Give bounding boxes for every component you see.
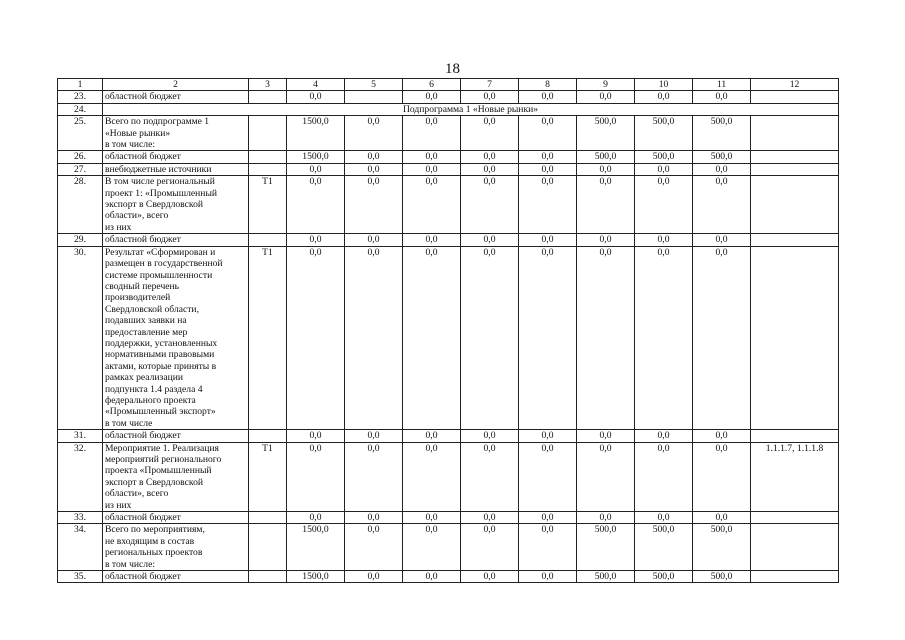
source-code <box>249 512 287 524</box>
value-cell: 0,0 <box>635 430 693 442</box>
row-name: областной бюджет <box>103 571 249 583</box>
row-number: 35. <box>58 571 103 583</box>
value-cell: 0,0 <box>403 176 461 234</box>
value-cell: 0,0 <box>577 246 635 430</box>
value-cell: 1500,0 <box>287 524 345 571</box>
source-code: Т1 <box>249 246 287 430</box>
value-cell: 0,0 <box>693 442 751 511</box>
value-cell: 500,0 <box>693 571 751 583</box>
value-cell: 0,0 <box>403 91 461 103</box>
value-cell: 0,0 <box>345 176 403 234</box>
value-cell: 0,0 <box>519 571 577 583</box>
row-number: 24. <box>58 103 103 115</box>
row-name: внебюджетные источники <box>103 163 249 175</box>
target-reference <box>751 571 839 583</box>
column-header: 10 <box>635 79 693 91</box>
target-reference <box>751 116 839 151</box>
value-cell: 0,0 <box>635 163 693 175</box>
value-cell: 0,0 <box>461 430 519 442</box>
table-row <box>58 524 839 571</box>
value-cell: 0,0 <box>287 91 345 103</box>
column-header: 11 <box>693 79 751 91</box>
value-cell: 0,0 <box>345 571 403 583</box>
value-cell: 0,0 <box>519 512 577 524</box>
value-cell: 0,0 <box>461 151 519 163</box>
column-header: 12 <box>751 79 839 91</box>
value-cell: 0,0 <box>287 442 345 511</box>
table-row <box>58 234 839 246</box>
value-cell: 0,0 <box>403 151 461 163</box>
table-row <box>58 176 839 234</box>
value-cell: 500,0 <box>635 116 693 151</box>
value-cell: 0,0 <box>519 234 577 246</box>
value-cell: 0,0 <box>403 512 461 524</box>
value-cell: 0,0 <box>461 234 519 246</box>
value-cell: 500,0 <box>635 151 693 163</box>
value-cell: 0,0 <box>345 430 403 442</box>
value-cell: 0,0 <box>519 246 577 430</box>
page-number: 18 <box>445 61 460 77</box>
target-reference <box>751 524 839 571</box>
value-cell: 0,0 <box>461 571 519 583</box>
value-cell: 0,0 <box>519 442 577 511</box>
value-cell: 0,0 <box>577 512 635 524</box>
value-cell: 0,0 <box>461 91 519 103</box>
value-cell: 0,0 <box>577 234 635 246</box>
value-cell: 0,0 <box>519 163 577 175</box>
value-cell: 0,0 <box>635 246 693 430</box>
value-cell: 0,0 <box>287 163 345 175</box>
target-reference <box>751 163 839 175</box>
column-header: 1 <box>58 79 103 91</box>
column-header: 4 <box>287 79 345 91</box>
row-name: Результат «Сформирован и размещен в государственной системе промышленности сводный перечень производителей Свердловской области, подавших заявки на предоставление мер поддержки, установленных нормативными правовыми актами, которые приняты в рамках реализации подпункта 1.4 раздела 4 федерального проекта «Промышленный экспорт» в том числе <box>103 246 249 430</box>
row-number: 34. <box>58 524 103 571</box>
column-header-row <box>58 79 839 91</box>
row-number: 28. <box>58 176 103 234</box>
row-name: областной бюджет <box>103 234 249 246</box>
row-number: 32. <box>58 442 103 511</box>
value-cell: 0,0 <box>519 430 577 442</box>
column-header: 7 <box>461 79 519 91</box>
value-cell: 0,0 <box>635 512 693 524</box>
row-name: В том числе региональный проект 1: «Промышленный экспорт в Свердловской области», всего из них <box>103 176 249 234</box>
value-cell: 0,0 <box>345 246 403 430</box>
target-reference <box>751 234 839 246</box>
value-cell: 0,0 <box>577 163 635 175</box>
column-header: 8 <box>519 79 577 91</box>
row-number: 27. <box>58 163 103 175</box>
value-cell: 0,0 <box>693 512 751 524</box>
source-code <box>249 524 287 571</box>
value-cell: 0,0 <box>519 524 577 571</box>
table-row <box>58 246 839 430</box>
target-reference <box>751 151 839 163</box>
value-cell: 500,0 <box>577 571 635 583</box>
value-cell: 0,0 <box>403 246 461 430</box>
value-cell: 0,0 <box>403 163 461 175</box>
column-header: 2 <box>103 79 249 91</box>
column-header: 3 <box>249 79 287 91</box>
row-name: областной бюджет <box>103 430 249 442</box>
target-reference <box>751 512 839 524</box>
source-code <box>249 116 287 151</box>
column-header: 5 <box>345 79 403 91</box>
value-cell: 0,0 <box>693 234 751 246</box>
column-header: 9 <box>577 79 635 91</box>
source-code <box>249 91 287 103</box>
source-code <box>249 430 287 442</box>
value-cell <box>345 91 403 103</box>
table-row <box>58 442 839 511</box>
source-code <box>249 571 287 583</box>
row-name: Всего по мероприятиям, не входящим в состав региональных проектов в том числе: <box>103 524 249 571</box>
table-row <box>58 430 839 442</box>
value-cell: 0,0 <box>403 116 461 151</box>
value-cell: 0,0 <box>693 176 751 234</box>
value-cell: 0,0 <box>693 163 751 175</box>
table-row <box>58 163 839 175</box>
table-row <box>58 571 839 583</box>
value-cell: 0,0 <box>693 430 751 442</box>
value-cell: 0,0 <box>461 176 519 234</box>
row-name: областной бюджет <box>103 151 249 163</box>
value-cell: 500,0 <box>693 524 751 571</box>
row-number: 25. <box>58 116 103 151</box>
table-body <box>58 79 839 583</box>
value-cell: 0,0 <box>577 176 635 234</box>
value-cell: 0,0 <box>635 176 693 234</box>
value-cell: 0,0 <box>461 246 519 430</box>
value-cell: 0,0 <box>693 91 751 103</box>
value-cell: 500,0 <box>693 116 751 151</box>
value-cell: 0,0 <box>577 91 635 103</box>
value-cell: 500,0 <box>635 571 693 583</box>
value-cell: 0,0 <box>403 430 461 442</box>
value-cell: 0,0 <box>345 442 403 511</box>
value-cell: 500,0 <box>635 524 693 571</box>
value-cell: 0,0 <box>345 151 403 163</box>
column-header: 6 <box>403 79 461 91</box>
value-cell: 1500,0 <box>287 116 345 151</box>
value-cell: 0,0 <box>345 512 403 524</box>
target-reference: 1.1.1.7, 1.1.1.8 <box>751 442 839 511</box>
value-cell: 0,0 <box>461 442 519 511</box>
target-reference <box>751 246 839 430</box>
value-cell: 0,0 <box>635 442 693 511</box>
value-cell: 0,0 <box>577 430 635 442</box>
row-number: 33. <box>58 512 103 524</box>
row-name: Мероприятие 1. Реализация мероприятий регионального проекта «Промышленный экспорт в Свердловской области», всего из них <box>103 442 249 511</box>
source-code <box>249 163 287 175</box>
source-code <box>249 234 287 246</box>
table-row <box>58 91 839 103</box>
value-cell: 0,0 <box>345 163 403 175</box>
table-row <box>58 151 839 163</box>
target-reference <box>751 430 839 442</box>
value-cell: 0,0 <box>287 234 345 246</box>
row-name: Всего по подпрограмме 1 «Новые рынки» в том числе: <box>103 116 249 151</box>
value-cell: 0,0 <box>635 91 693 103</box>
value-cell: 0,0 <box>403 234 461 246</box>
value-cell: 0,0 <box>519 176 577 234</box>
row-number: 31. <box>58 430 103 442</box>
row-name: областной бюджет <box>103 91 249 103</box>
table-row <box>58 512 839 524</box>
value-cell: 0,0 <box>345 116 403 151</box>
row-number: 30. <box>58 246 103 430</box>
source-code: Т1 <box>249 442 287 511</box>
target-reference <box>751 176 839 234</box>
source-code <box>249 151 287 163</box>
value-cell: 0,0 <box>461 524 519 571</box>
row-name: областной бюджет <box>103 512 249 524</box>
value-cell: 1500,0 <box>287 571 345 583</box>
value-cell: 0,0 <box>287 512 345 524</box>
value-cell: 0,0 <box>519 151 577 163</box>
value-cell: 0,0 <box>461 512 519 524</box>
value-cell: 0,0 <box>345 234 403 246</box>
value-cell: 0,0 <box>345 524 403 571</box>
value-cell: 500,0 <box>577 151 635 163</box>
value-cell: 0,0 <box>403 442 461 511</box>
value-cell: 1500,0 <box>287 151 345 163</box>
value-cell: 0,0 <box>461 116 519 151</box>
row-number: 26. <box>58 151 103 163</box>
value-cell: 0,0 <box>519 91 577 103</box>
value-cell: 0,0 <box>287 246 345 430</box>
value-cell: 500,0 <box>577 524 635 571</box>
value-cell: 500,0 <box>577 116 635 151</box>
source-code: Т1 <box>249 176 287 234</box>
row-number: 29. <box>58 234 103 246</box>
subprogram-heading: Подпрограмма 1 «Новые рынки» <box>103 103 839 115</box>
value-cell: 0,0 <box>461 163 519 175</box>
table-row <box>58 116 839 151</box>
target-reference <box>751 91 839 103</box>
value-cell: 0,0 <box>287 430 345 442</box>
row-number: 23. <box>58 91 103 103</box>
value-cell: 500,0 <box>693 151 751 163</box>
value-cell: 0,0 <box>403 524 461 571</box>
value-cell: 0,0 <box>577 442 635 511</box>
value-cell: 0,0 <box>519 116 577 151</box>
value-cell: 0,0 <box>287 176 345 234</box>
value-cell: 0,0 <box>635 234 693 246</box>
value-cell: 0,0 <box>693 246 751 430</box>
subheading-row <box>58 103 839 115</box>
budget-table <box>57 78 839 583</box>
value-cell: 0,0 <box>403 571 461 583</box>
